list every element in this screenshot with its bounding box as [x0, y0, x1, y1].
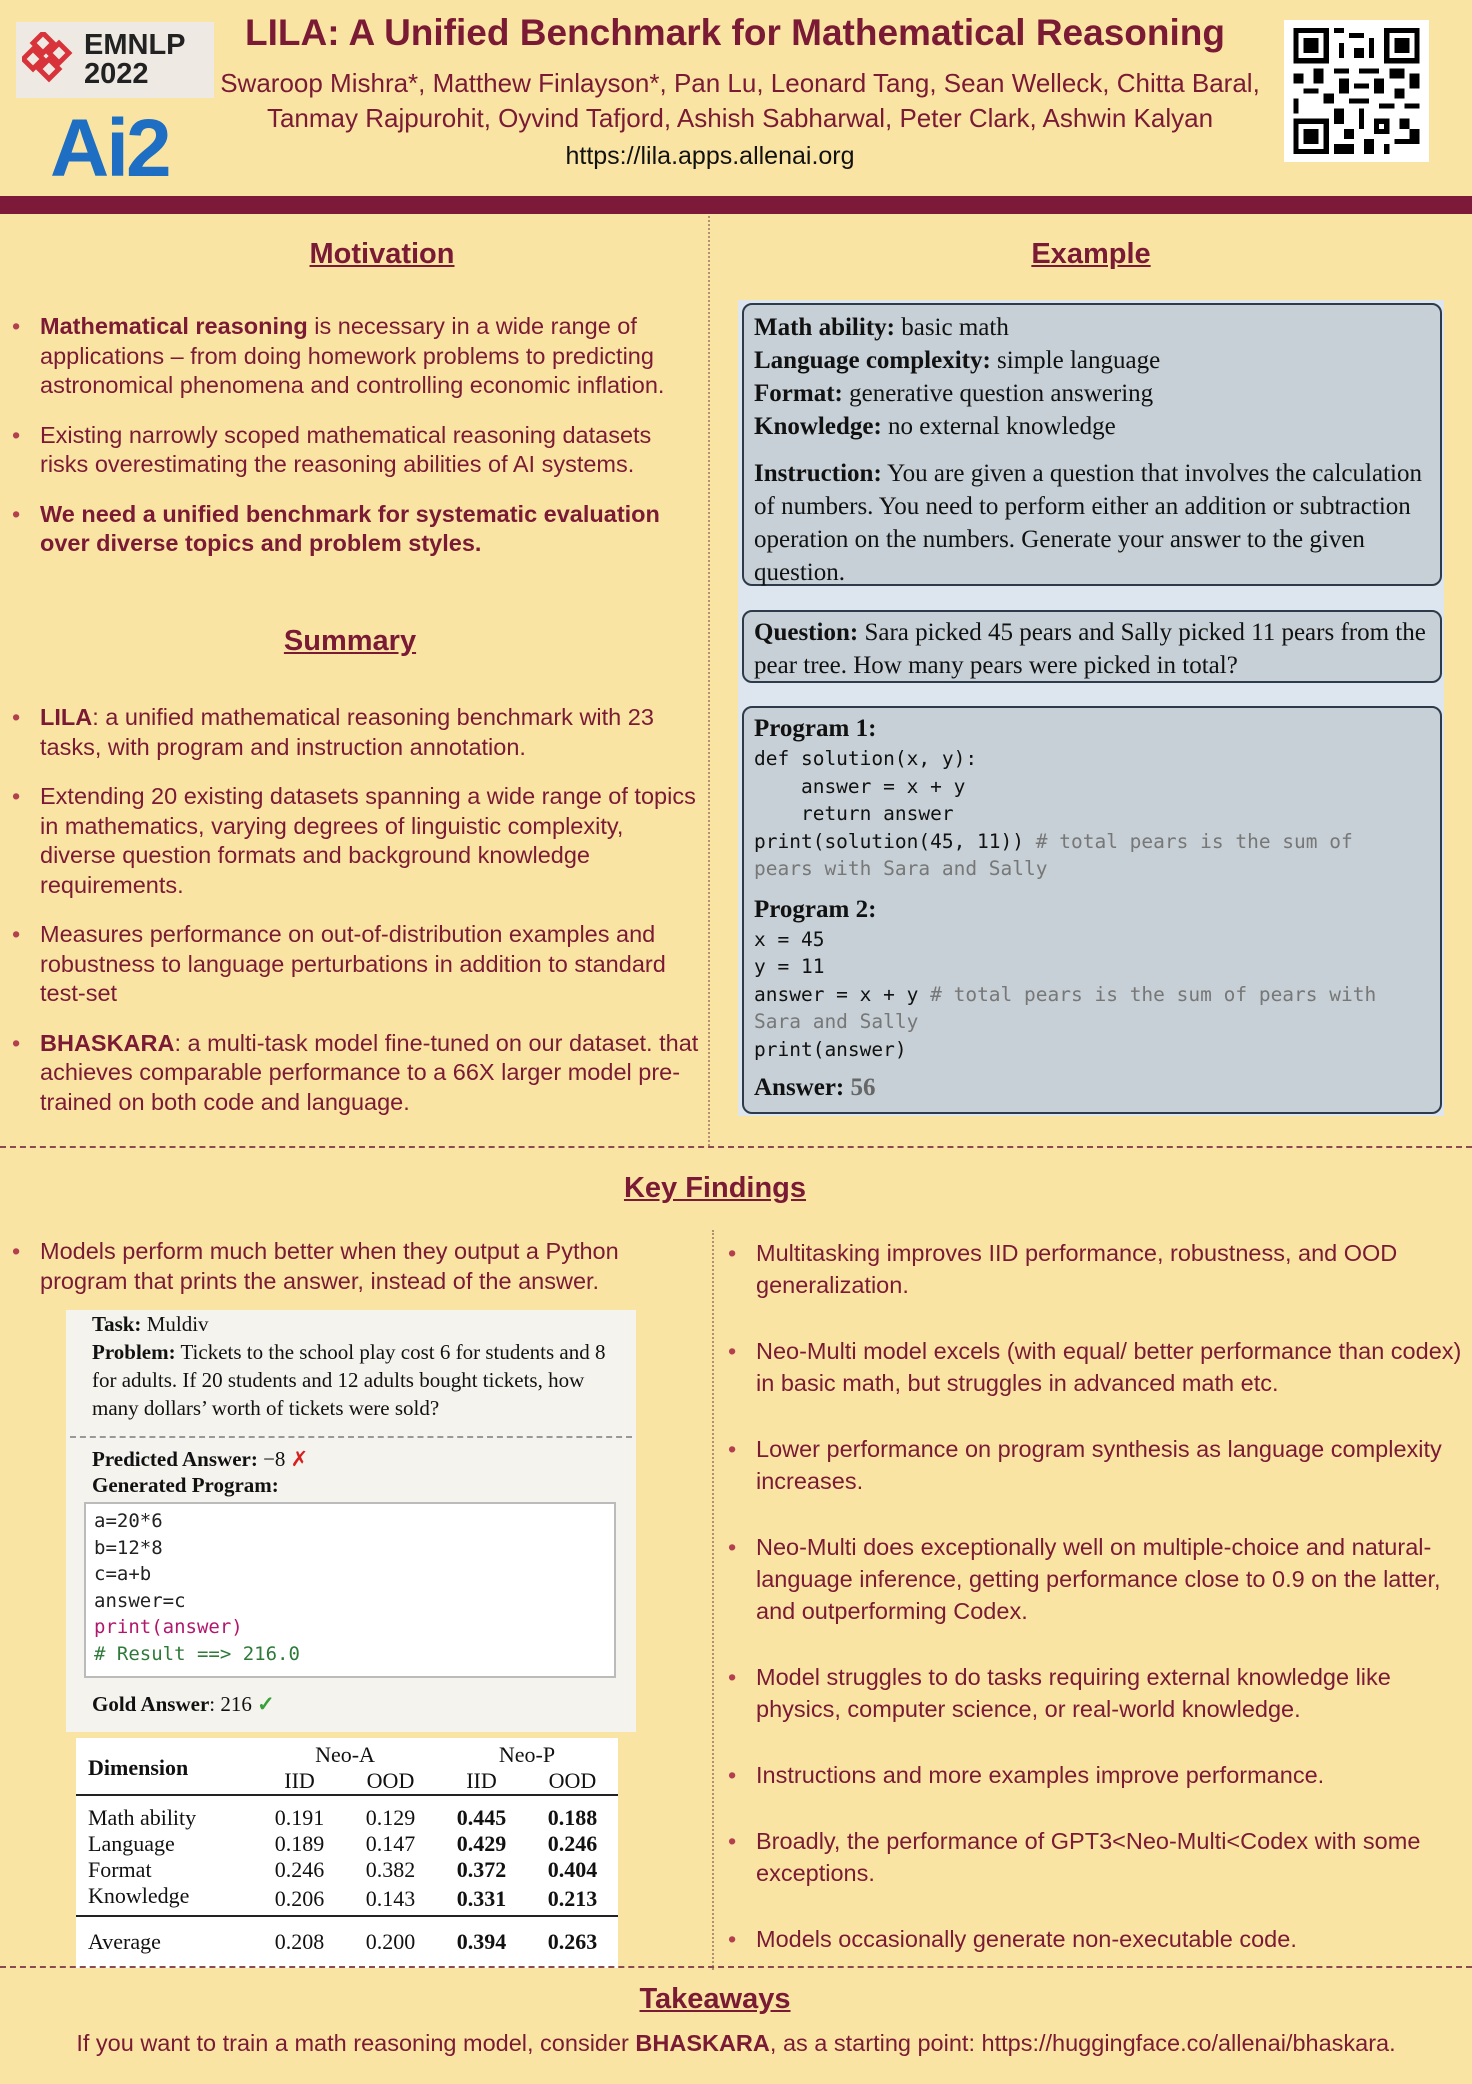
program-2-code: x = 45 y = 11 answer = x + y # total pears is the sum of pears with Sara and Sally print(answer): [754, 927, 1377, 1061]
list-item: • LILA: a unified mathematical reasoning benchmark with 23 tasks, with program and instruction annotation.: [10, 703, 700, 762]
table-row: Format 0.246 0.382 0.372 0.404: [88, 1857, 598, 1882]
table-row: Language 0.189 0.147 0.429 0.246: [88, 1831, 598, 1856]
author-list: [220, 66, 1260, 136]
list-item: • Broadly, the performance of GPT3<Neo-Multi<Codex with some exceptions.: [726, 1825, 1466, 1889]
takeaways-divider: [0, 1966, 1472, 1968]
ai2-logo: Ai2: [50, 103, 169, 194]
authors-line-2: Tanmay Rajpurohit, Oyvind Tafjord, Ashish Sabharwal, Peter Clark, Ashwin Kalyan: [266, 103, 1214, 133]
takeaways-heading: Takeaways: [639, 1983, 791, 2015]
list-item: • Neo-Multi does exceptionally well on multiple-choice and natural-language inference, getting performance close to 0.9 on the latter, and outperforming Codex.: [726, 1531, 1466, 1627]
qr-code-icon[interactable]: [1284, 20, 1429, 162]
motivation-list: [10, 312, 700, 579]
emnlp-label: EMNLP 2022: [84, 29, 186, 90]
list-item: • Multitasking improves IID performance, robustness, and OOD generalization.: [726, 1237, 1466, 1301]
column-divider: [708, 216, 710, 1146]
poster-title: LILA: A Unified Benchmark for Mathematical Reasoning: [245, 12, 1225, 53]
header-divider-bar: [0, 196, 1472, 214]
list-item: • We need a unified benchmark for systematic evaluation over diverse topics and problem styles.: [10, 500, 700, 559]
emnlp-emblem-icon: [22, 32, 78, 88]
check-icon: ✓: [257, 1692, 275, 1716]
key-findings-heading: Key Findings: [623, 1172, 807, 1204]
list-item: • Extending 20 existing datasets spanning a wide range of topics in mathematics, varying degrees of linguistic complexity, diverse question formats and background knowledge requirements.: [10, 782, 700, 900]
generated-code-box: a=20*6 b=12*8 c=a+b answer=c print(answer) # Result ==> 216.0: [84, 1502, 616, 1678]
table-row: Math ability 0.191 0.129 0.445 0.188: [88, 1805, 598, 1830]
findings-column-divider: [712, 1230, 714, 1970]
table-row: Knowledge 0.206 0.143 0.331 0.213: [76, 1883, 618, 1916]
poster-header: [0, 0, 1472, 196]
list-item: • Neo-Multi model excels (with equal/ better performance than codex) in basic math, but struggles in advanced math etc.: [726, 1335, 1466, 1399]
metadata-box: Math ability: basic math Language complexity: simple language Format: generative question answering Knowledge: no external knowledge Instruction: You are given a question that involves the calculation of numbers. You need to perform either an addition or subtraction operation on the numbers. Generate your answer to the given question.: [742, 303, 1442, 586]
question-box: Question: Sara picked 45 pears and Sally picked 11 pears from the pear tree. How many pears were picked in total?: [742, 610, 1442, 683]
summary-heading: Summary: [283, 625, 417, 657]
emnlp-logo: [16, 22, 214, 98]
project-url[interactable]: https://lila.apps.allenai.org: [565, 142, 855, 170]
list-item: • Models occasionally generate non-executable code.: [726, 1923, 1466, 1955]
wrong-icon: ✗: [290, 1447, 309, 1471]
takeaways-text: If you want to train a math reasoning model, consider BHASKARA, as a starting point: https://huggingface.co/allenai/bhaskara.: [76, 2030, 1396, 2056]
authors-line-1: Swaroop Mishra*, Matthew Finlayson*, Pan Lu, Leonard Tang, Sean Welleck, Chitta Baral,: [220, 68, 1260, 98]
results-table: Dimension Neo-A Neo-P IID OOD IID OOD Math ability 0.191 0.129 0.445 0.188 Language 0.189 0.147 0.429 0.246 Format 0.246 0.382 0.372 0.404 Knowledge 0.206 0.143 0.331 0.213 Average 0.208 0.200 0.394 0.263: [76, 1738, 618, 1968]
list-item: • Mathematical reasoning is necessary in a wide range of applications – from doing homework problems to predicting astronomical phenomena and controlling economic inflation.: [10, 312, 700, 401]
example-heading: Example: [1031, 238, 1151, 270]
findings-right-list: [726, 1237, 1466, 1955]
list-item: • BHASKARA: a multi-task model fine-tuned on our dataset. that achieves comparable performance to a 66X larger model pre-trained on both code and language.: [10, 1029, 700, 1118]
list-item: • Models perform much better when they output a Python program that prints the answer, instead of the answer.: [10, 1237, 690, 1296]
figure-divider: [70, 1436, 632, 1438]
program-box: Program 1: def solution(x, y): answer = x + y return answer print(solution(45, 11)) # total pears is the sum of pears with Sara and Sally Program 2: x = 45 y = 11 answer = x + y # total pears is the sum of pears with Sara and Sally print(answer) Answer: 56: [742, 706, 1442, 1114]
list-item: • Instructions and more examples improve performance.: [726, 1759, 1466, 1791]
section-divider: [0, 1146, 1472, 1148]
list-item: • Measures performance on out-of-distribution examples and robustness to language perturbations in addition to standard test-set: [10, 920, 700, 1009]
list-item: • Existing narrowly scoped mathematical reasoning datasets risks overestimating the reasoning abilities of AI systems.: [10, 421, 700, 480]
motivation-heading: Motivation: [309, 238, 455, 270]
task-example-figure: Task: Muldiv Problem: Tickets to the school play cost 6 for students and 8 for adults. If 20 students and 12 adults bought tickets, how many dollars’ worth of tickets were sold? Predicted Answer: −8 ✗ Generated Program: a=20*6 b=12*8 c=a+b answer=c print(answer) # Result ==> 216.0 Gold Answer: 216 ✓: [66, 1310, 636, 1732]
findings-left-list: [10, 1237, 690, 1316]
summary-list: [10, 703, 700, 1137]
table-row-average: Average 0.208 0.200 0.394 0.263: [88, 1929, 598, 1954]
program-1-code: def solution(x, y): answer = x + y return answer print(solution(45, 11)) # total pears is the sum of pears with Sara and Sally: [754, 747, 1353, 880]
list-item: • Model struggles to do tasks requiring external knowledge like physics, computer science, or real-world knowledge.: [726, 1661, 1466, 1725]
list-item: • Lower performance on program synthesis as language complexity increases.: [726, 1433, 1466, 1497]
